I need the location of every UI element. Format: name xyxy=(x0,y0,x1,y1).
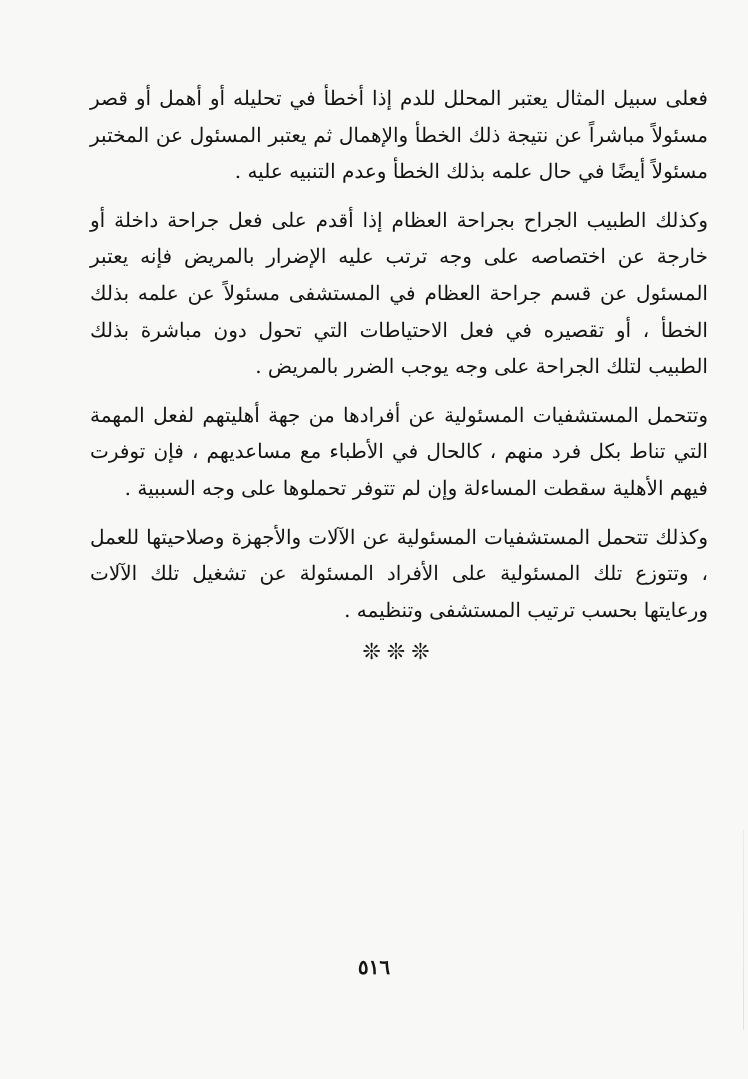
body-text xyxy=(90,80,708,665)
paragraph-1: فعلى سبيل المثال يعتبر المحلل للدم إذا أخطأ في تحليله أو أهمل أو قصر مسئولاً مباشراً عن نتيجة ذلك الخطأ والإهمال ثم يعتبر المسئول عن المختبر مسئولاً أيضًا في حال علمه بذلك الخطأ وعدم التنبيه عليه . xyxy=(90,86,709,184)
page-number: ٥١٦ xyxy=(357,955,391,979)
paragraph-2: وكذلك الطبيب الجراح بجراحة العظام إذا أقدم على فعل جراحة داخلة أو خارجة عن اختصاصه على وجه ترتب عليه الإضرار بالمريض فإنه يعتبر المسئول عن قسم جراحة العظام في المستشفى مسئولاً عن علمه بذلك الخطأ ، أو تقصيره في فعل الاحتياطات التي تحول دون مباشرة بذلك الطبيب لتلك الجراحة على وجه يوجب الضرر بالمريض . xyxy=(90,207,708,379)
paragraph-4: وكذلك تتحمل المستشفيات المسئولية عن الآلات والأجهزة وصلاحيتها للعمل ، وتتوزع تلك المسئولية على الأفراد المسئولة عن تشغيل تلك الآلات ورعايتها بحسب ترتيب المستشفى وتنظيمه . xyxy=(90,524,708,622)
scan-edge-mark xyxy=(743,830,744,1030)
section-separator: ❊❊❊ xyxy=(362,640,436,666)
paragraph-3: وتتحمل المستشفيات المسئولية عن أفرادها من جهة أهليتهم لفعل المهمة التي تناط بكل فرد منهم ، كالحال في الأطباء مع مساعديهم ، فإن توفرت فيهم الأهلية سقطت المساءلة وإن لم تتوفر تحملوها على وجه السببية . xyxy=(90,402,709,500)
